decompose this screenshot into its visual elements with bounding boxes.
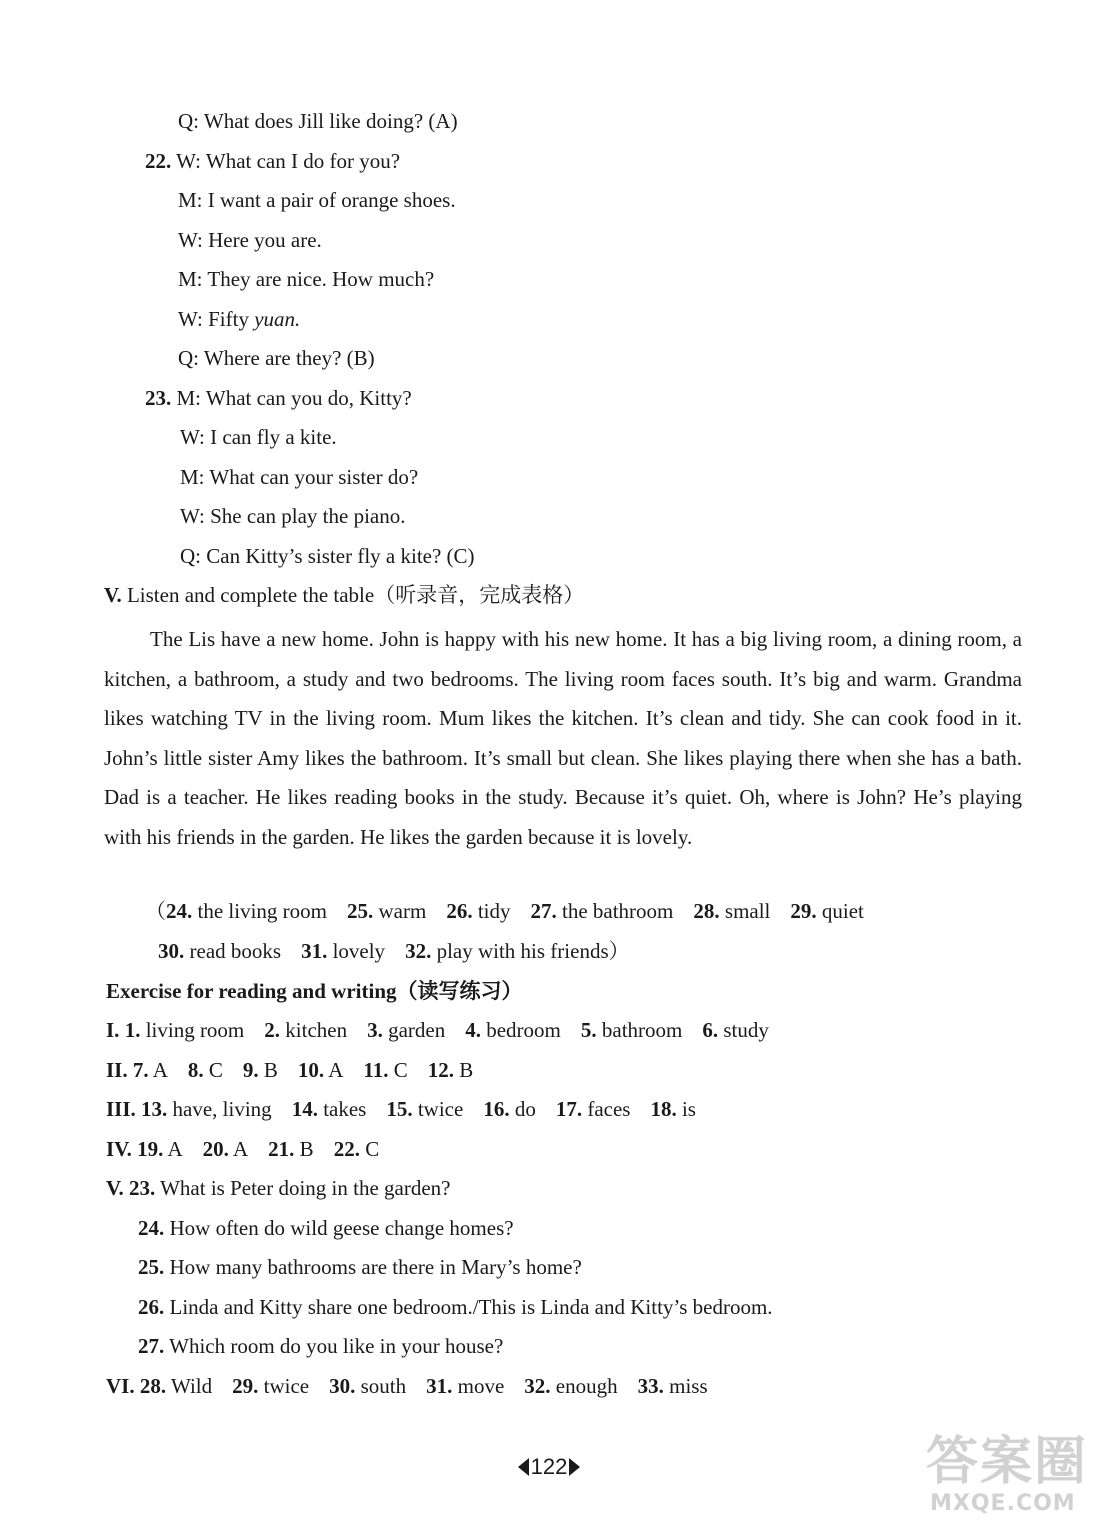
q22-line-2: M: I want a pair of orange shoes. (178, 188, 456, 212)
rw-part-ii: II. 7. A 8. C 9. B 10. A 11. C 12. B (106, 1058, 474, 1082)
q23-question: Q: Can Kitty’s sister fly a kite? (C) (180, 544, 475, 568)
q22-number: 22. (145, 149, 172, 173)
section-v-heading: V. Listen and complete the table（听录音，完成表格） (104, 583, 585, 607)
q22-line-1: 22. W: What can I do for you? (145, 149, 401, 173)
rw-part-v-25: 25. How many bathrooms are there in Mary’s home? (138, 1255, 582, 1279)
reading-writing-heading: Exercise for reading and writing（读写练习） (106, 979, 523, 1003)
q22-line-3: W: Here you are. (178, 228, 322, 252)
q23-number: 23. (145, 386, 172, 410)
right-triangle-icon (569, 1458, 580, 1476)
rw-part-v-23: V. 23. What is Peter doing in the garden? (106, 1176, 451, 1200)
rw-part-v-27: 27. Which room do you like in your house? (138, 1334, 504, 1358)
rw-part-iv: IV. 19. A 20. A 21. B 22. C (106, 1137, 380, 1161)
watermark-logo: 答案圈 MXQE.COM (926, 1432, 1089, 1516)
rw-part-v-24: 24. How often do wild geese change homes? (138, 1216, 514, 1240)
section-v-passage: The Lis have a new home. John is happy with his new home. It has a big living room, a dining room, a kitchen, a bathroom, a study and two bedrooms. The living room faces south. It’s big and warm. Grandma likes watching TV in the living room. Mum likes the kitchen. It’s clean and tidy. She can cook food in it. John’s little sister Amy likes the bathroom. It’s small but clean. She likes playing there when she has a bath. Dad is a teacher. He likes reading books in the study. Because it’s quiet. Oh, where is John? He’s playing with his friends in the garden. He likes the garden because it is lovely. (104, 627, 1022, 849)
q21-question: Q: What does Jill like doing? (A) (178, 109, 458, 133)
rw-part-iii: III. 13. have, living 14. takes 15. twice 16. do 17. faces 18. is (106, 1097, 696, 1121)
rw-part-vi: VI. 28. Wild 29. twice 30. south 31. move 32. enough 33. miss (106, 1374, 708, 1398)
q23-line-2: W: I can fly a kite. (180, 425, 337, 449)
section-v-answers-row1: （24. the living room 25. warm 26. tidy 27. the bathroom 28. small 29. quiet (145, 899, 864, 923)
q23-line-1: 23. M: What can you do, Kitty? (145, 386, 412, 410)
rw-part-v-26: 26. Linda and Kitty share one bedroom./This is Linda and Kitty’s bedroom. (138, 1295, 773, 1319)
section-v-answers-row2: 30. read books 31. lovely 32. play with his friends） (158, 939, 630, 963)
rw-part-i: I. 1. living room 2. kitchen 3. garden 4. bedroom 5. bathroom 6. study (106, 1018, 769, 1042)
page-number: 122 (0, 1454, 1098, 1480)
left-triangle-icon (518, 1458, 529, 1476)
q22-line-5: W: Fifty yuan. (178, 307, 301, 331)
q23-line-4: W: She can play the piano. (180, 504, 406, 528)
q22-line-4: M: They are nice. How much? (178, 267, 435, 291)
q23-line-3: M: What can your sister do? (180, 465, 419, 489)
q22-question: Q: Where are they? (B) (178, 346, 375, 370)
